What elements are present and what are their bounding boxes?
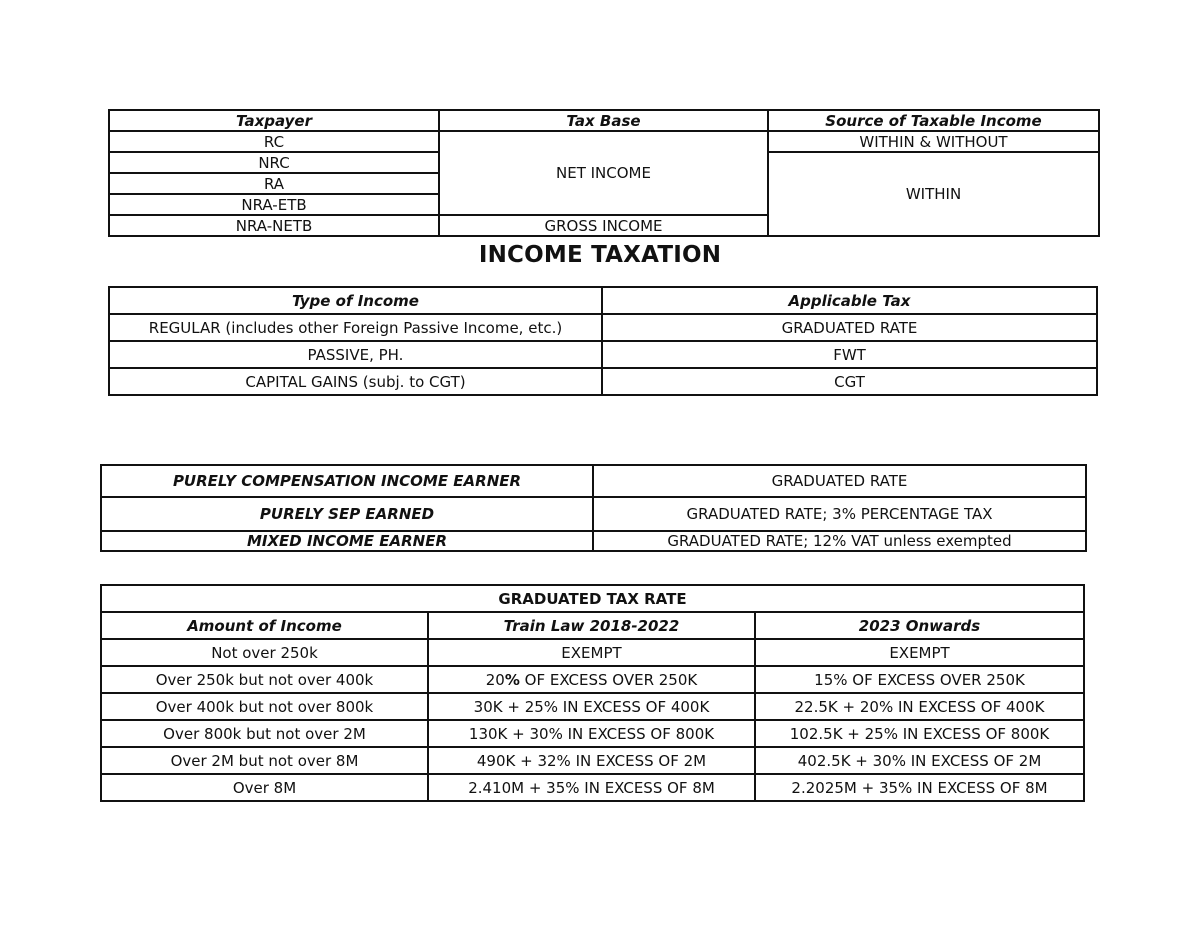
- rate-prefix: 20: [485, 670, 505, 689]
- income-type-table: [108, 286, 1098, 396]
- earner-type-cell: PURELY COMPENSATION INCOME EARNER: [101, 465, 593, 497]
- tax-base-gross-income: GROSS INCOME: [439, 215, 768, 236]
- earner-tax-cell: GRADUATED RATE; 3% PERCENTAGE TAX: [593, 497, 1086, 531]
- train-law-rate-cell: [428, 666, 755, 693]
- applicable-tax-cell: GRADUATED RATE: [602, 314, 1097, 341]
- earner-table: [100, 464, 1087, 552]
- source-within: WITHIN: [768, 152, 1099, 236]
- earner-type-cell: MIXED INCOME EARNER: [101, 531, 593, 551]
- new-rate-cell: 22.5K + 20% IN EXCESS OF 400K: [755, 693, 1084, 720]
- amount-of-income-header: Amount of Income: [101, 612, 428, 639]
- new-rate-cell: 2.2025M + 35% IN EXCESS OF 8M: [755, 774, 1084, 801]
- applicable-tax-header: Applicable Tax: [602, 287, 1097, 314]
- income-type-cell: CAPITAL GAINS (subj. to CGT): [109, 368, 602, 395]
- earner-tax-cell: GRADUATED RATE; 12% VAT unless exempted: [593, 531, 1086, 551]
- income-bracket-cell: Not over 250k: [101, 639, 428, 666]
- taxpayer-header: Taxpayer: [109, 110, 439, 131]
- percent-sign: %: [504, 670, 520, 689]
- type-of-income-header: Type of Income: [109, 287, 602, 314]
- new-rate-cell: 102.5K + 25% IN EXCESS OF 800K: [755, 720, 1084, 747]
- taxpayer-rc: RC: [109, 131, 439, 152]
- taxpayer-ra: RA: [109, 173, 439, 194]
- applicable-tax-cell: FWT: [602, 341, 1097, 368]
- source-within-without: WITHIN & WITHOUT: [768, 131, 1099, 152]
- train-law-header: Train Law 2018-2022: [428, 612, 755, 639]
- source-header: Source of Taxable Income: [768, 110, 1099, 131]
- taxpayer-table: [108, 109, 1100, 237]
- 2023-onwards-header: 2023 Onwards: [755, 612, 1084, 639]
- income-bracket-cell: Over 800k but not over 2M: [101, 720, 428, 747]
- earner-tax-cell: GRADUATED RATE: [593, 465, 1086, 497]
- income-type-cell: REGULAR (includes other Foreign Passive Income, etc.): [109, 314, 602, 341]
- income-bracket-cell: Over 2M but not over 8M: [101, 747, 428, 774]
- taxpayer-nra-etb: NRA-ETB: [109, 194, 439, 215]
- income-bracket-cell: Over 250k but not over 400k: [101, 666, 428, 693]
- income-type-cell: PASSIVE, PH.: [109, 341, 602, 368]
- train-law-rate-cell: EXEMPT: [428, 639, 755, 666]
- train-law-rate-cell: 130K + 30% IN EXCESS OF 800K: [428, 720, 755, 747]
- graduated-rate-table: [100, 584, 1085, 802]
- rate-rest: OF EXCESS OVER 250K: [519, 670, 698, 689]
- income-bracket-cell: Over 8M: [101, 774, 428, 801]
- tax-base-net-income: NET INCOME: [439, 131, 768, 215]
- new-rate-cell: EXEMPT: [755, 639, 1084, 666]
- train-law-rate-cell: 2.410M + 35% IN EXCESS OF 8M: [428, 774, 755, 801]
- taxpayer-nrc: NRC: [109, 152, 439, 173]
- taxpayer-nra-netb: NRA-NETB: [109, 215, 439, 236]
- applicable-tax-cell: CGT: [602, 368, 1097, 395]
- page-title: INCOME TAXATION: [478, 242, 722, 268]
- graduated-rate-title: GRADUATED TAX RATE: [101, 585, 1084, 612]
- train-law-rate-cell: 490K + 32% IN EXCESS OF 2M: [428, 747, 755, 774]
- tax-base-header: Tax Base: [439, 110, 768, 131]
- new-rate-cell: 402.5K + 30% IN EXCESS OF 2M: [755, 747, 1084, 774]
- earner-type-cell: PURELY SEP EARNED: [101, 497, 593, 531]
- train-law-rate-cell: 30K + 25% IN EXCESS OF 400K: [428, 693, 755, 720]
- income-bracket-cell: Over 400k but not over 800k: [101, 693, 428, 720]
- new-rate-cell: 15% OF EXCESS OVER 250K: [755, 666, 1084, 693]
